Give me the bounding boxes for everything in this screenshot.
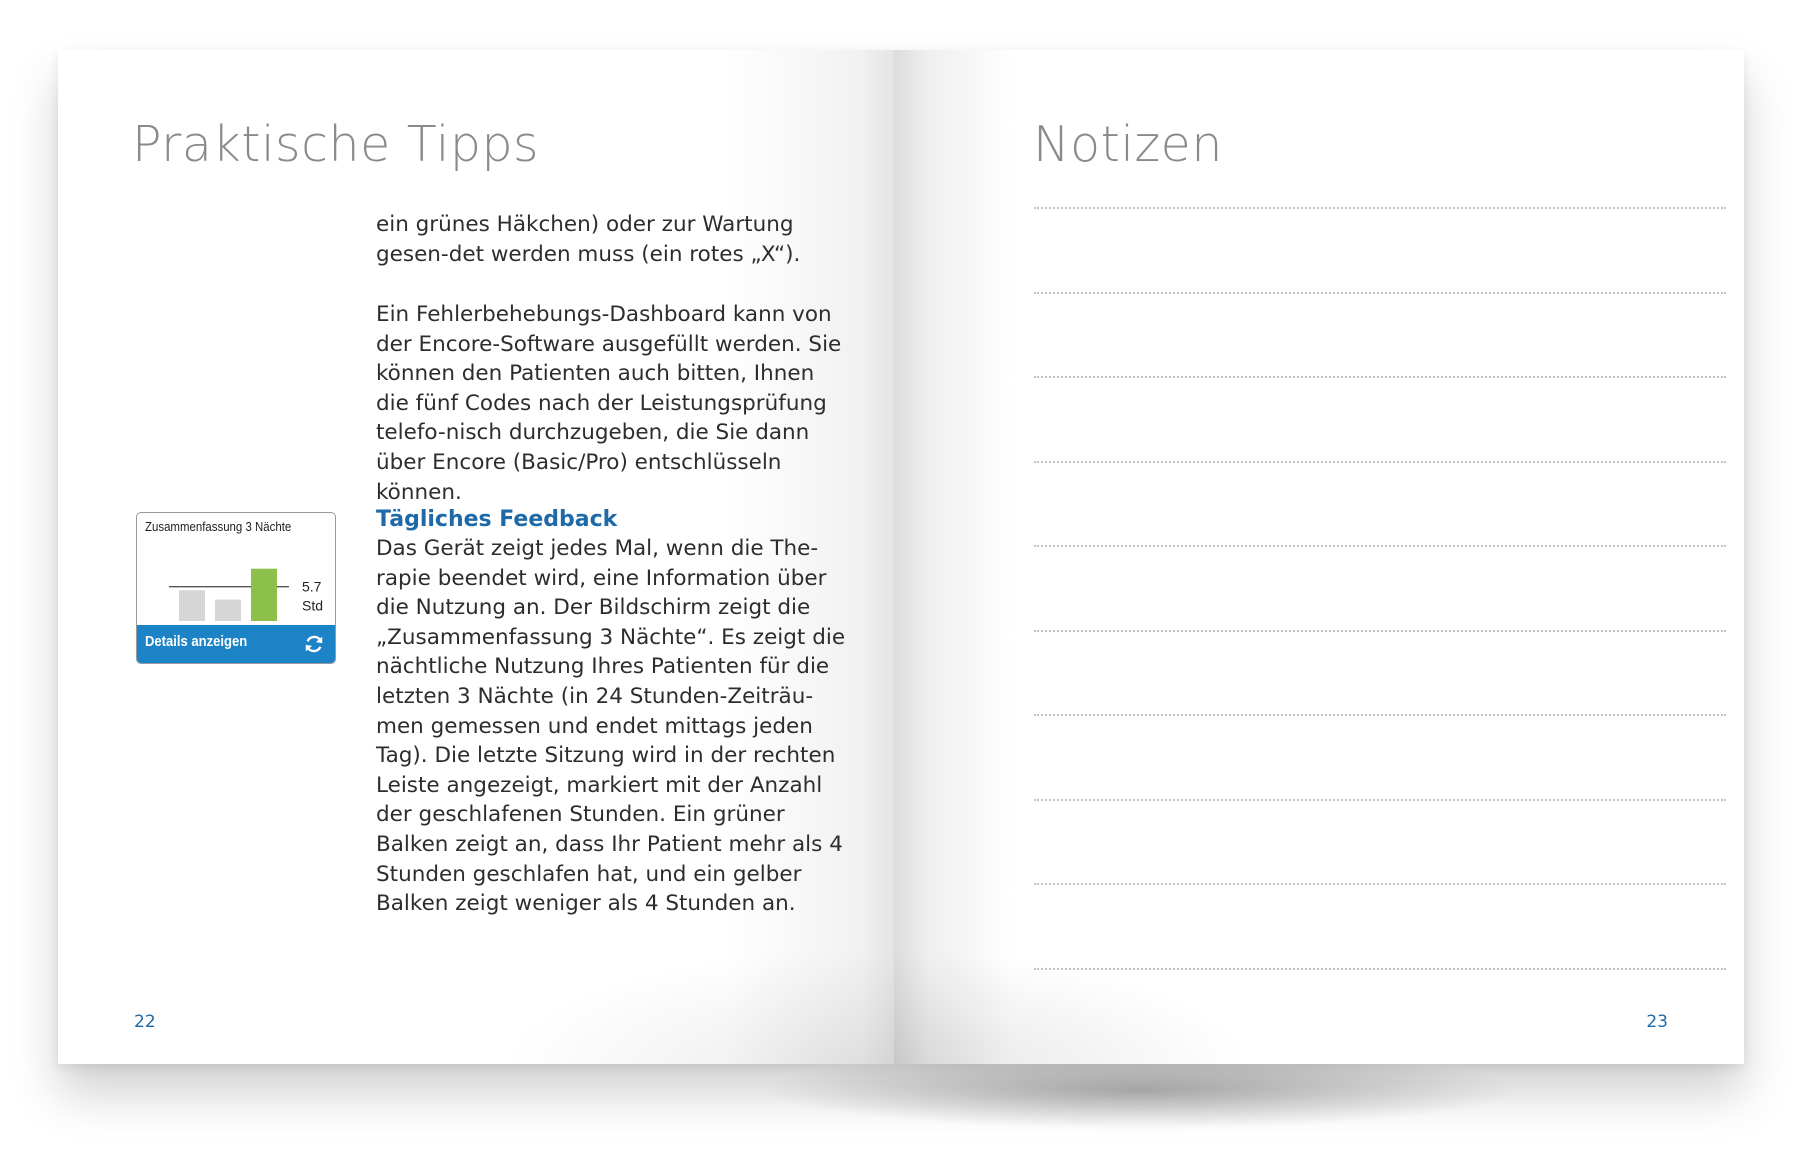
unit-label: Std [302,597,324,614]
three-night-summary-widget [136,512,336,664]
paragraph-troubleshooting: Ein Fehlerbehebungs-Dashboard kann von der Encore-Software ausgefüllt werden. Sie können den Patienten auch bitten, Ihnen die fünf Codes nach der Leistungsprüfung telefo-nisch durchzugeben, die Sie dann über Encore (Basic/Pro) entschlüsseln können. [376,302,842,505]
note-line [1034,883,1726,885]
note-line [1034,207,1726,209]
page-number-left: 22 [134,1012,156,1032]
note-line [1034,714,1726,716]
details-button[interactable] [137,625,335,663]
section-daily-feedback [376,505,846,919]
bar-night-1 [179,590,205,621]
details-button-label: Details anzeigen [145,634,248,650]
page-title-notizen: Notizen [1033,116,1223,173]
note-line [1034,630,1726,632]
bar-last-night [251,569,277,621]
section-heading: Tägliches Feedback [376,507,618,532]
page-number-right: 23 [1646,1012,1668,1032]
section-body: Das Gerät zeigt jedes Mal, wenn die The-rapie beendet wird, eine Information über die Nutzung an. Der Bildschirm zeigt die „Zusammenfassung 3 Nächte“. Es zeigt die nächtliche Nutzung Ihres Patienten für die letzten 3 Nächte (in 24 Stunden-Zeiträu-men gemessen und endet mittags jeden Tag). Die letzte Sitzung wird in der rechten Leiste angezeigt, markiert mit der Anzahl der geschlafenen Stunden. Ein grüner Balken zeigt an, dass Ihr Patient mehr als 4 Stunden geschlafen hat, und ein gelber Balken zeigt weniger als 4 Stunden an. [376,536,846,917]
note-line [1034,799,1726,801]
usage-bar-chart [137,539,336,629]
brochure-spread [58,50,1744,1064]
note-line [1034,968,1726,970]
note-line [1034,545,1726,547]
note-line [1034,292,1726,294]
page-title-praktische-tipps: Praktische Tipps [132,116,540,173]
value-label: 5.7 [302,578,322,595]
left-page [58,50,894,1064]
right-page [894,50,1744,1064]
note-line [1034,376,1726,378]
bar-night-2 [215,600,241,621]
refresh-icon[interactable] [303,633,325,655]
widget-title: Zusammenfassung 3 Nächte [145,519,292,534]
note-line [1034,461,1726,463]
paragraph-continued: ein grünes Häkchen) oder zur Wartung gesen-det werden muss (ein rotes „X“). [376,212,801,267]
